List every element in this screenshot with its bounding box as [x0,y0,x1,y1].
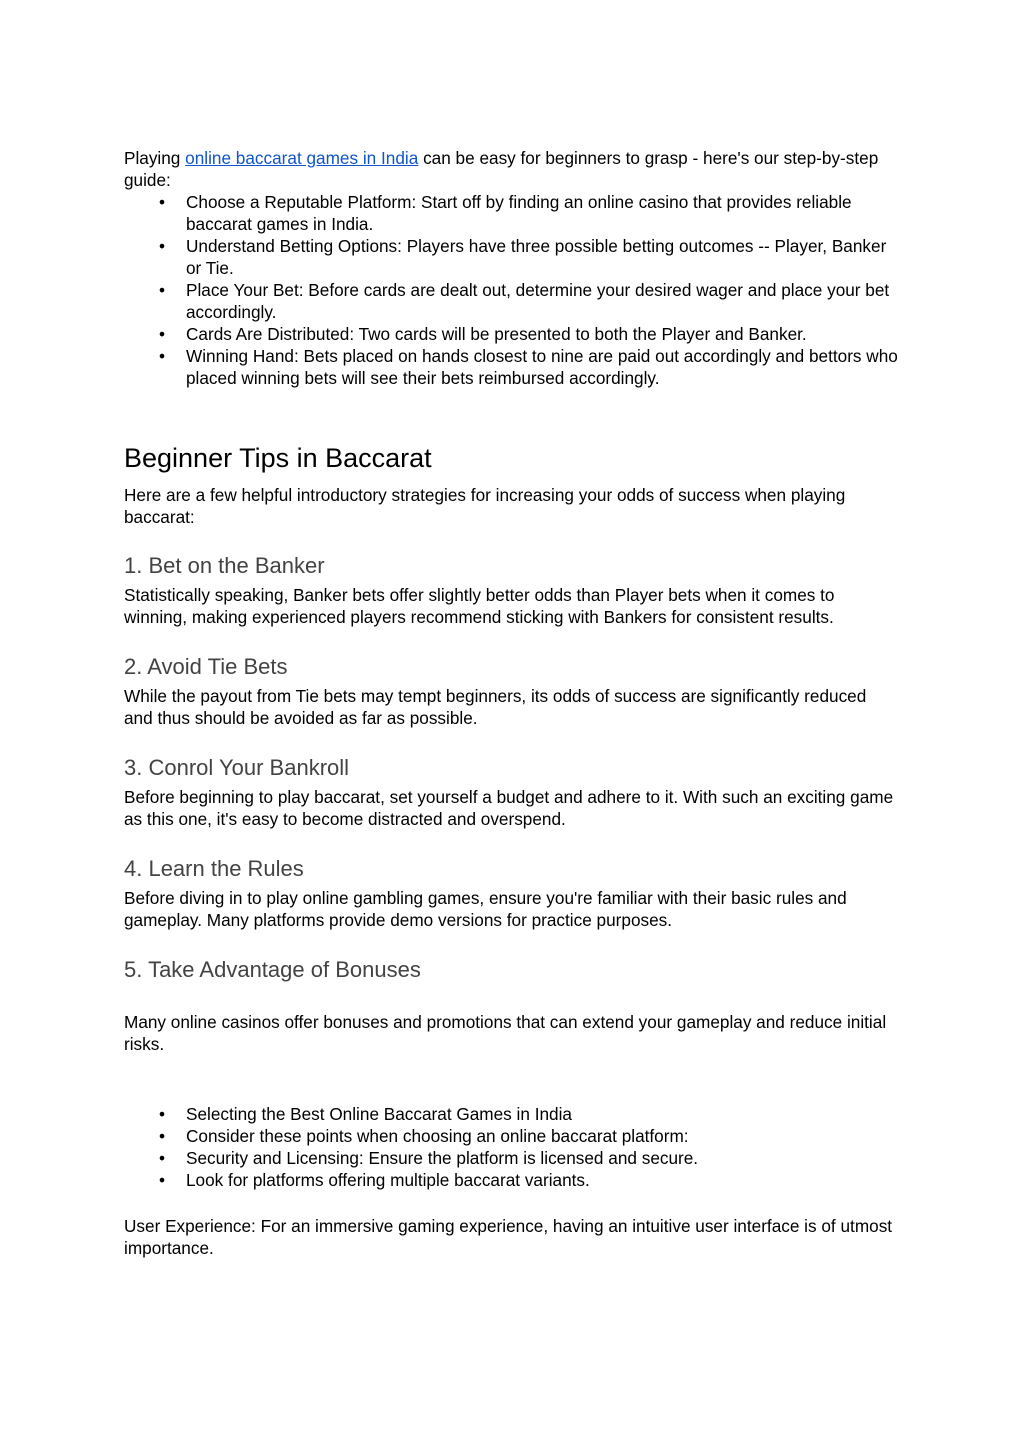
list-item [124,1103,899,1125]
closing-paragraph: User Experience: For an immersive gaming experience, having an intuitive user interface is of utmost importance. [124,1216,893,1258]
list-item [124,1169,899,1191]
list-item [124,1125,899,1147]
list-item [124,345,899,389]
bullet-icon: • [158,324,166,344]
tip-body: Before beginning to play baccarat, set yourself a budget and adhere to it. With such an exciting game as this one, it's easy to become distracted and overspend. [124,787,894,829]
bullet-icon: • [158,346,166,366]
list-item [124,279,899,323]
tips-heading: Beginner Tips in Baccarat [124,443,432,473]
tip-body: While the payout from Tie bets may tempt beginners, its odds of success are significantly reduced and thus should be avoided as far as possible. [124,686,867,728]
tip-title: 1. Bet on the Banker [124,553,325,578]
list-item-text: Consider these points when choosing an online baccarat platform: [186,1126,689,1146]
baccarat-india-link[interactable]: online baccarat games in India [185,148,419,168]
bullet-icon: • [158,192,166,212]
intro-prefix: Playing [124,148,186,168]
tip-body: Statistically speaking, Banker bets offer slightly better odds than Player bets when it comes to winning, making experienced players recommend sticking with Bankers for consistent results. [124,585,835,627]
tip-title: 5. Take Advantage of Bonuses [124,957,421,982]
tip-body: Before diving in to play online gambling games, ensure you're familiar with their basic rules and gameplay. Many platforms provide demo versions for practice purposes. [124,888,847,930]
list-item-text: Understand Betting Options: Players have three possible betting outcomes -- Player, Banker or Tie. [186,236,887,278]
list-item-text: Choose a Reputable Platform: Start off by finding an online casino that provides reliable baccarat games in India. [186,192,852,234]
bullet-icon: • [158,1104,166,1124]
document-page [124,147,899,1259]
intro-paragraph [124,147,899,191]
list-item-text: Security and Licensing: Ensure the platform is licensed and secure. [186,1148,699,1168]
steps-list [124,191,899,389]
bullet-icon: • [158,236,166,256]
list-item [124,235,899,279]
list-item-text: Look for platforms offering multiple baccarat variants. [186,1170,590,1190]
selection-list [124,1103,899,1191]
list-item [124,191,899,235]
tip-title: 4. Learn the Rules [124,856,304,881]
list-item [124,1147,899,1169]
list-item-text: Winning Hand: Bets placed on hands closest to nine are paid out accordingly and bettors who placed winning bets will see their bets reimbursed accordingly. [186,346,898,388]
list-item-text: Selecting the Best Online Baccarat Games in India [186,1104,572,1124]
list-item-text: Cards Are Distributed: Two cards will be presented to both the Player and Banker. [186,324,807,344]
tips-intro: Here are a few helpful introductory strategies for increasing your odds of success when playing baccarat: [124,485,846,527]
list-item [124,323,899,345]
tip-title: 2. Avoid Tie Bets [124,654,288,679]
bullet-icon: • [158,1148,166,1168]
bullet-icon: • [158,1126,166,1146]
list-item-text: Place Your Bet: Before cards are dealt out, determine your desired wager and place your bet accordingly. [186,280,890,322]
bullet-icon: • [158,280,166,300]
intro-suffix: can be easy for beginners to grasp - here's our step-by-step guide: [124,148,879,190]
tip-body: Many online casinos offer bonuses and promotions that can extend your gameplay and reduce initial risks. [124,1012,887,1054]
bullet-icon: • [158,1170,166,1190]
tip-title: 3. Conrol Your Bankroll [124,755,350,780]
